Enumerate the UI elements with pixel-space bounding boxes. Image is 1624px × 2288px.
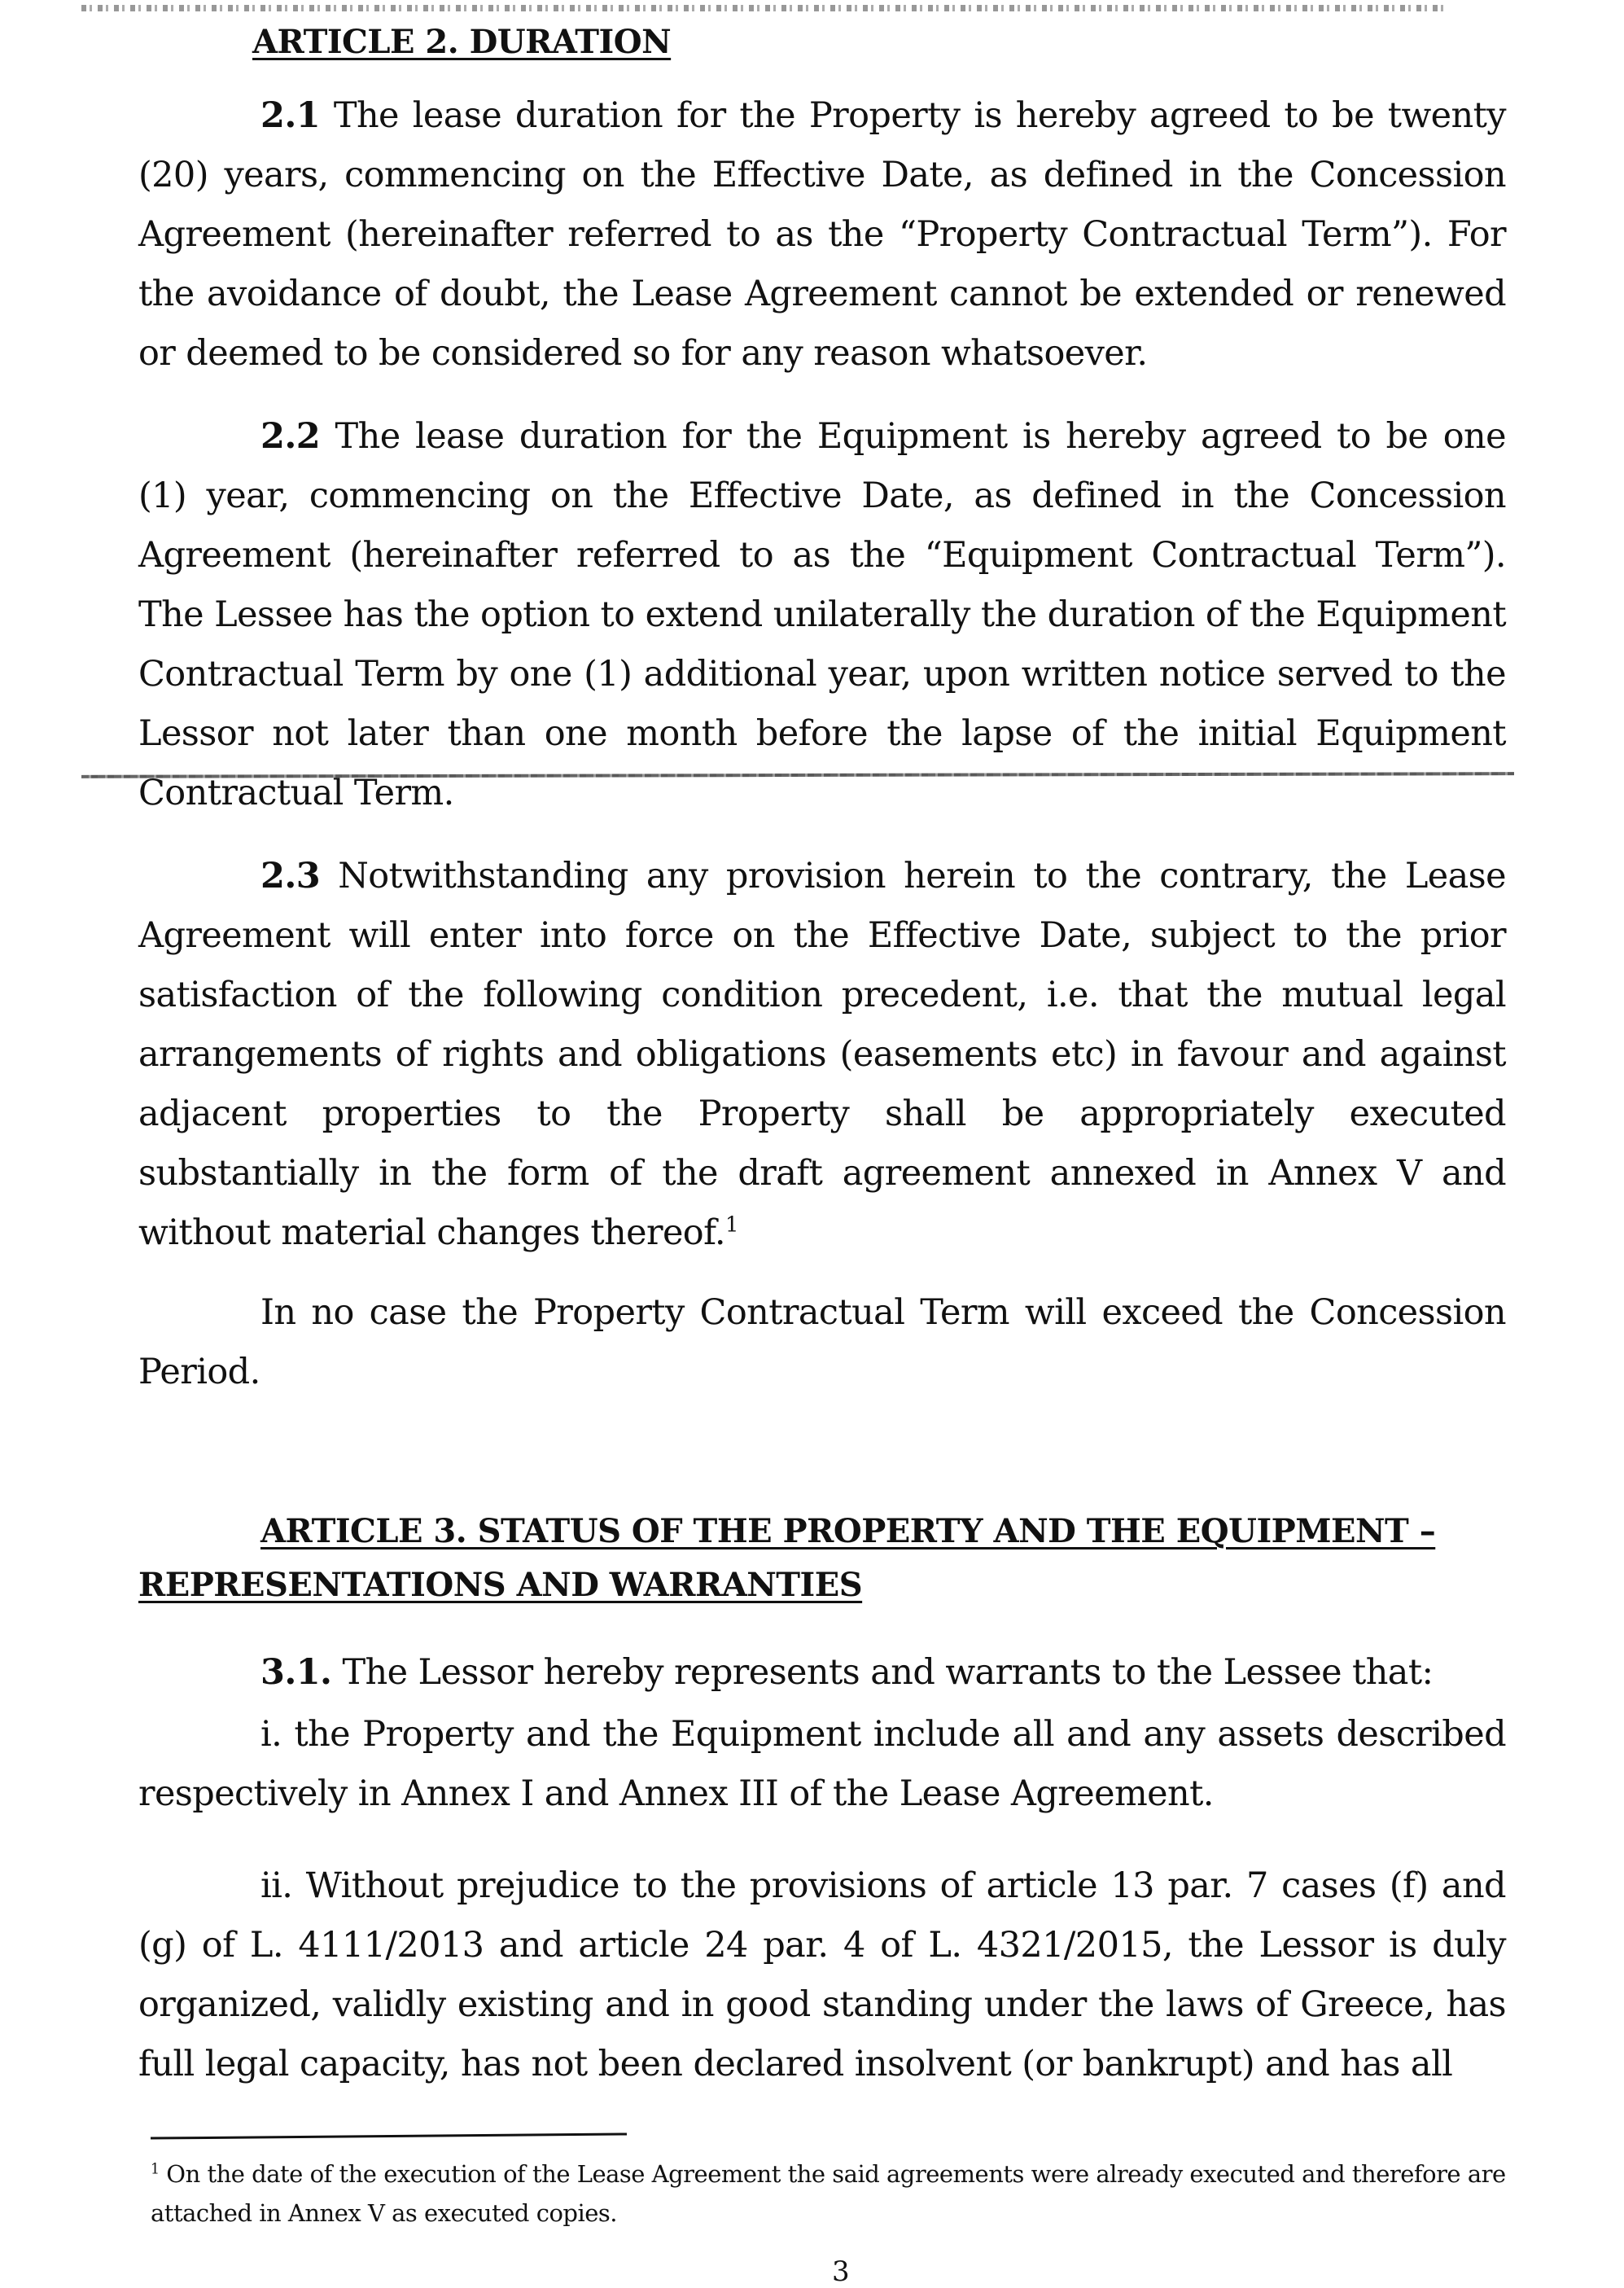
- clause-number: 3.1.: [260, 1652, 332, 1693]
- clause-text: Notwithstanding any provision herein to the contrary, the Lease Agreement will enter into force on the Effective Date, subject to the prior satisfaction of the following condition precedent, i.e. that the mutual legal arrangements of rights and obligations (easements etc) in favour and against adjacent properties to the Property shall be appropriately executed substantially in the form of the draft agreement annexed in Annex V and without material changes thereof.: [138, 856, 1506, 1253]
- clause-2-2: [138, 407, 1506, 823]
- clause-number: 2.1: [260, 95, 321, 136]
- list-item-text: the Property and the Equipment include all and any assets described respectively in Annex I and Annex III of the Lease Agreement.: [138, 1714, 1506, 1814]
- article-3-heading: ARTICLE 3. STATUS OF THE PROPERTY AND THE EQUIPMENT – REPRESENTATIONS AND WARRANTIES: [138, 1512, 1436, 1604]
- list-marker: ii.: [260, 1865, 293, 1906]
- clause-text: The lease duration for the Property is hereby agreed to be twenty (20) years, commencing on the Effective Date, as defined in the Concession Agreement (hereinafter referred to as the “Property Contractual Term”). For the avoidance of doubt, the Lease Agreement cannot be extended or renewed or deemed to be considered so for any reason whatsoever.: [138, 95, 1506, 374]
- footnote-text: On the date of the execution of the Lease Agreement the said agreements were already executed and therefore are attached in Annex V as executed copies.: [151, 2160, 1506, 2227]
- footnote-separator: [151, 2132, 627, 2139]
- clause-text: The lease duration for the Equipment is hereby agreed to be one (1) year, commencing on the Effective Date, as defined in the Concession Agreement (hereinafter referred to as the “Equipment Contractual Term”). The Lessee has the option to extend unilaterally the duration of the Equipment Contractual Term by one (1) additional year, upon written notice served to the Lessor not later than one month before the lapse of the initial Equipment Contractual Term.: [138, 416, 1507, 813]
- page-number: 3: [832, 2255, 850, 2288]
- list-marker: i.: [260, 1714, 282, 1755]
- closing-paragraph: In no case the Property Contractual Term will exceed the Concession Period.: [138, 1292, 1506, 1392]
- clause-2-3: [138, 847, 1506, 1263]
- clause-3-1: [138, 1643, 1433, 1703]
- clause-2-1: [138, 86, 1506, 384]
- footnote-1: [151, 2154, 1506, 2233]
- article-2-heading: ARTICLE 2. DURATION: [252, 23, 672, 61]
- clause-text: The Lessor hereby represents and warrants to the Lessee that:: [342, 1652, 1434, 1693]
- list-item-ii: [138, 1856, 1506, 2094]
- footnote-marker: 1: [151, 2161, 160, 2178]
- scan-artifact-top: [81, 5, 1449, 11]
- clause-number: 2.3: [260, 856, 321, 896]
- footnote-reference[interactable]: 1: [724, 1212, 738, 1238]
- list-item-text: Without prejudice to the provisions of article 13 par. 7 cases (f) and (g) of L. 4111/2013 and article 24 par. 4 of L. 4321/2015, the Lessor is duly organized, validly existing and in good standing under the laws of Greece, has full legal capacity, has not been declared insolvent (or bankrupt) and has all: [138, 1865, 1506, 2084]
- clause-number: 2.2: [260, 416, 321, 457]
- list-item-i: [138, 1705, 1506, 1824]
